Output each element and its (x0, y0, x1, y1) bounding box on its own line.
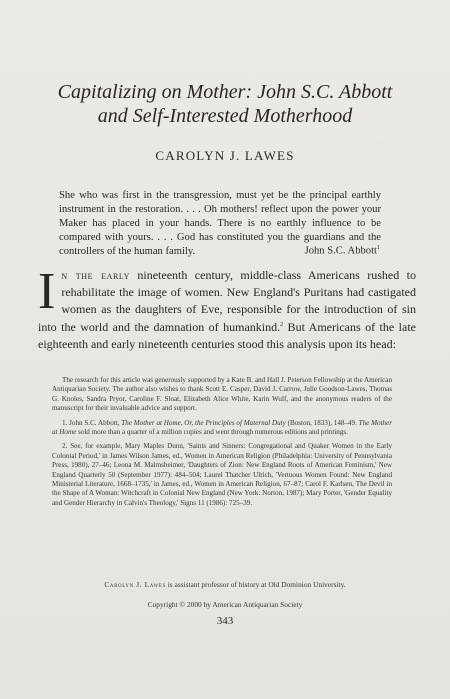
footnote-2: 2. See, for example, Mary Maples Dunn, 'Saints and Sinners: Congregational and Quaker Women in the Early Colonial Period,' in James Wilson James, ed., Women in American Religion (Philadelphia: University of Pennsylvania Press, 1980), 27–46; Leona M. Malmsheimer, 'Daughters of Zion: New England Roots of American Feminism,' New England Quarterly 50 (September 1977): 484–504; Laurel Thatcher Ulrich, 'Vertuous Women Found: New England Ministerial Literature, 1668–1735,' in James, ed., Women in American Religion, 67–87; Carol F. Karlsen, The Devil in the Shape of A Woman: Witchcraft in Colonial New England (New York: Norton, 1987); Mary Porter, 'Gender Equality and Gender Hierarchy in Calvin's Theology,' Signs 11 (1986): 725–39. (52, 442, 392, 507)
copyright-line: Copyright © 2000 by American Antiquarian Society (147, 600, 303, 609)
title-line-1: Capitalizing on Mother: John S.C. Abbott (57, 81, 393, 103)
body-text-part-2: But Americans of the late eighteenth and early nineteenth centuries stood this analysis upon its head: (38, 320, 416, 352)
footnotes (52, 376, 392, 513)
credit-text: is assistant professor of history at Old Dominion University. (165, 580, 346, 589)
credit-author-name: Carolyn J. Lawes (104, 580, 166, 589)
epigraph-attribution (305, 245, 380, 257)
author-credit (0, 580, 450, 589)
footnote-1-title: The Mother at Home, Or, the Principles of Maternal Duty (121, 418, 286, 427)
body-paragraph (38, 263, 416, 353)
footnote-1 (52, 419, 392, 438)
footnote-1-prefix: 1. John S.C. Abbott, (62, 418, 122, 427)
article-title (24, 80, 426, 128)
drop-cap: I (38, 263, 56, 320)
page-number: 343 (216, 615, 234, 627)
body-text-part-1: nineteenth century, middle-class Americans rushed to rehabilitate the image of women. New England's Puritans had castigated women as the daughters of Eve, responsible for the introduction of sin into the world and the damnation of humankind. (38, 268, 416, 335)
epigraph-author: John S.C. Abbott (304, 245, 377, 257)
title-line-2: and Self-Interested Motherhood (97, 105, 353, 127)
lead-in-smallcaps: n the early (61, 268, 130, 282)
footnote-ref-1: 1 (377, 245, 380, 251)
footnote-1-mid: (Boston, 1833), 148–49. (285, 418, 359, 427)
footnote-ref-2: 2 (280, 322, 284, 329)
acknowledgment-note: The research for this article was generously supported by a Kate B. and Hall J. Peterson Fellowship at the American Antiquarian Society. The author also wishes to thank Scott E. Casper, David J. Carrow, Julie Goodson-Lawes, Thomas G. Knoles, Sandra Pryor, Caroline F. Sloat, Elizabeth Alice White, Karin Wulf, and the anonymous readers of the manuscript for their invaluable advice and support. (52, 376, 392, 413)
footnote-1-title-2: The Mother at Home (52, 418, 392, 437)
epigraph: She who was first in the transgression, must yet be the principal earthly instrument in the restoration. . . . Oh mothers! reflect upon the power your Maker has placed in your hands. There is no earthly influence to be compared with yours. . . . God has constituted you the guardians and the controllers of the human family. (59, 190, 381, 257)
footnote-1-suffix: sold more than a quarter of a million copies and went through numerous editions and printings. (76, 428, 348, 437)
article-author: CAROLYN J. LAWES (155, 148, 295, 163)
